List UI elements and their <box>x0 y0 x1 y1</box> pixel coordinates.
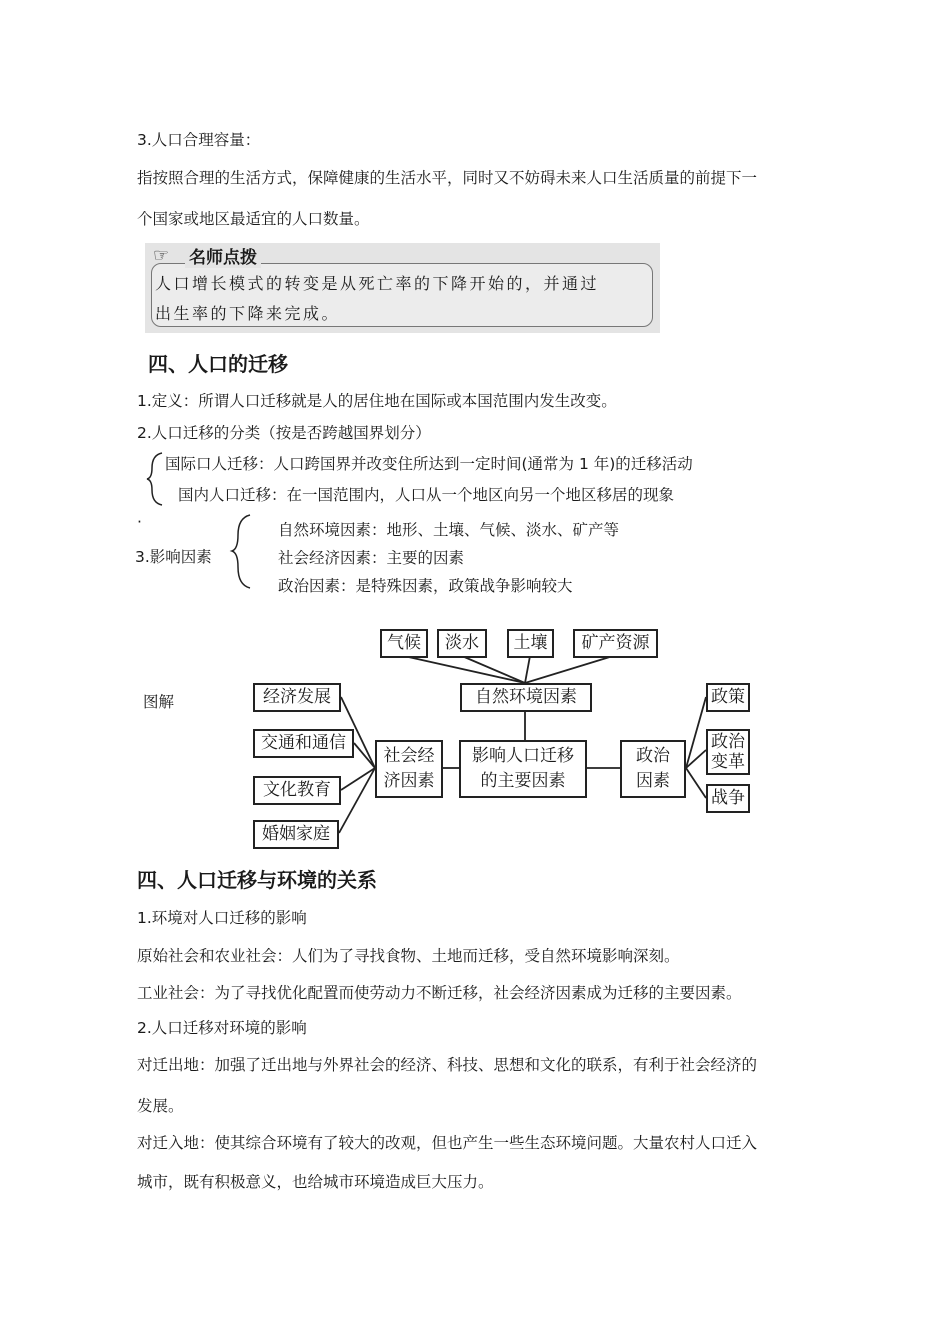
natural-factors-node: 自然环境因素 <box>460 683 592 712</box>
social-factors-node <box>375 740 443 798</box>
factor-political: 政治因素：是特殊因素，政策战争影响较大 <box>278 577 573 595</box>
natural-item-climate: 气候 <box>380 629 428 658</box>
factor-natural: 自然环境因素：地形、土壤、气候、淡水、矿产等 <box>278 521 620 539</box>
emigration-effect-line-2: 发展。 <box>137 1097 184 1115</box>
teacher-tip-line-2: 出生率的下降来完成。 <box>155 304 341 323</box>
environment-industrial: 工业社会：为了寻找优化配置而使劳动力不断迁移，社会经济因素成为迁移的主要因素。 <box>137 984 742 1002</box>
migration-definition: 1.定义：所谓人口迁移就是人的居住地在国际或本国范围内发生改变。 <box>137 392 617 410</box>
social-item-family: 婚姻家庭 <box>253 820 339 849</box>
capacity-heading: 3.人口合理容量： <box>137 131 261 149</box>
political-factors-line-1: 政治 <box>636 746 670 766</box>
political-item-change <box>706 729 750 775</box>
political-item-war: 战争 <box>706 784 750 813</box>
political-factors-line-2: 因素 <box>636 771 670 791</box>
diagram-label: 图解 <box>143 693 175 711</box>
stray-dot: · <box>137 513 142 531</box>
capacity-definition-line-2: 个国家或地区最适宜的人口数量。 <box>137 210 370 228</box>
pointing-hand-icon: ☞ <box>153 245 170 266</box>
environment-sub-1: 1.环境对人口迁移的影响 <box>137 909 307 927</box>
main-factors-line-2: 的主要因素 <box>480 771 566 791</box>
immigration-effect-line-2: 城市，既有积极意义，也给城市环境造成巨大压力。 <box>137 1173 494 1191</box>
factors-label: 3.影响因素 <box>135 548 212 566</box>
classification-domestic: 国内人口迁移：在一国范围内，人口从一个地区向另一个地区移居的现象 <box>178 486 675 504</box>
main-factors-line-1: 影响人口迁移 <box>472 746 574 766</box>
teacher-tip-title: 名师点拨 <box>185 243 261 268</box>
social-factors-line-2: 济因素 <box>383 771 435 791</box>
natural-item-minerals: 矿产资源 <box>573 629 658 658</box>
emigration-effect-line-1: 对迁出地：加强了迁出地与外界社会的经济、科技、思想和文化的联系，有利于社会经济的 <box>137 1056 758 1074</box>
social-item-education: 文化教育 <box>253 776 341 805</box>
natural-item-freshwater: 淡水 <box>437 629 487 658</box>
political-change-line-2: 变革 <box>711 752 745 772</box>
factor-social: 社会经济因素：主要的因素 <box>278 549 465 567</box>
natural-item-soil: 土壤 <box>507 629 554 658</box>
political-item-policy: 政策 <box>706 683 750 712</box>
immigration-effect-line-1: 对迁入地：使其综合环境有了较大的改观，但也产生一些生态环境问题。大量农村人口迁入 <box>137 1134 758 1152</box>
teacher-tip-line-1: 人口增长模式的转变是从死亡率的下降开始的，并通过 <box>155 274 600 293</box>
environment-primitive: 原始社会和农业社会：人们为了寻找食物、土地而迁移，受自然环境影响深刻。 <box>137 947 680 965</box>
political-factors-node <box>620 740 686 798</box>
capacity-definition-line-1: 指按照合理的生活方式，保障健康的生活水平，同时又不妨碍未来人口生活质量的前提下一 <box>137 169 758 187</box>
migration-classification-heading: 2.人口迁移的分类（按是否跨越国界划分） <box>137 424 431 442</box>
social-item-economy: 经济发展 <box>253 683 341 712</box>
main-factors-node <box>459 740 587 798</box>
political-change-line-1: 政治 <box>711 732 745 752</box>
social-item-transport: 交通和通信 <box>253 729 354 758</box>
environment-sub-2: 2.人口迁移对环境的影响 <box>137 1019 307 1037</box>
classification-international: 国际口人迁移：人口跨国界并改变住所达到一定时间(通常为 1 年)的迁移活动 <box>165 455 693 473</box>
migration-heading: 四、人口的迁移 <box>148 352 288 376</box>
social-factors-line-1: 社会经 <box>383 746 435 766</box>
environment-heading: 四、人口迁移与环境的关系 <box>137 868 377 892</box>
